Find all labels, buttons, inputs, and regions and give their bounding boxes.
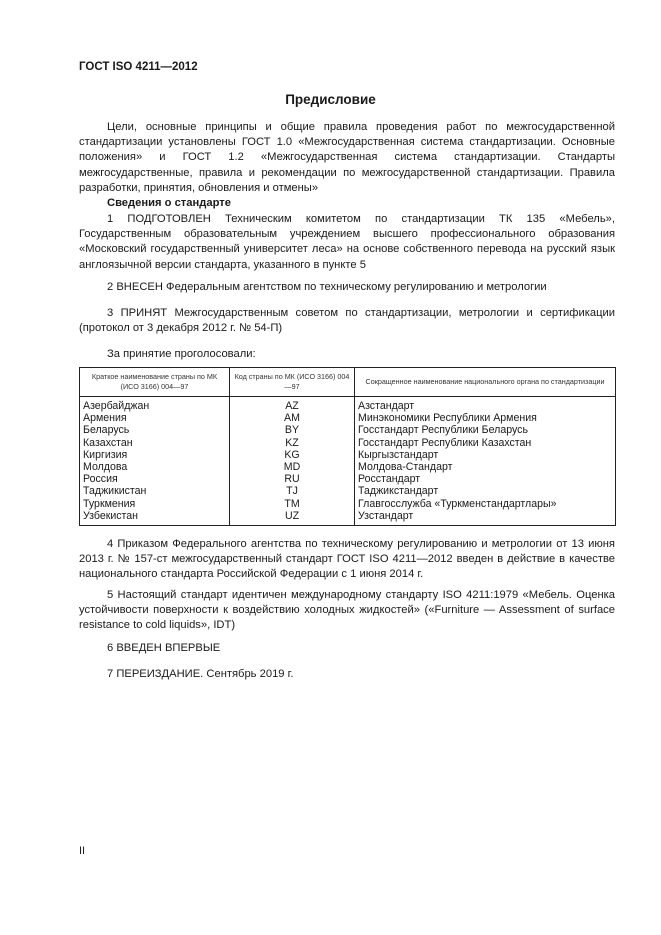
- code-cell: AM: [230, 412, 355, 424]
- page-title: Предисловие: [285, 92, 376, 107]
- country-cell: Казахстан: [80, 437, 230, 449]
- item-6-paragraph: 6 ВВЕДЕН ВПЕРВЫЕ: [107, 642, 221, 654]
- document-code: ГОСТ ISO 4211—2012: [79, 61, 198, 73]
- table-row: [80, 498, 616, 510]
- body-cell: Таджикстандарт: [355, 485, 616, 497]
- section-heading: Сведения о стандарте: [107, 197, 231, 209]
- body-cell: Кыргызстандарт: [355, 449, 616, 461]
- table-row: [80, 510, 616, 526]
- code-cell: TJ: [230, 485, 355, 497]
- table-header-row: [80, 368, 616, 397]
- item-3-paragraph: 3 ПРИНЯТ Межгосударственным советом по стандартизации, метрологии и сертификации (протокол от 3 декабря 2012 г. № 54-П): [79, 307, 615, 335]
- table-row: [80, 461, 616, 473]
- column-header-body: Сокращенное наименование национального органа по стандартизации: [355, 368, 616, 397]
- table-row: [80, 437, 616, 449]
- item-7-paragraph: 7 ПЕРЕИЗДАНИЕ. Сентябрь 2019 г.: [107, 668, 294, 680]
- code-cell: BY: [230, 424, 355, 436]
- code-cell: MD: [230, 461, 355, 473]
- table-row: [80, 412, 616, 424]
- country-cell: Армения: [80, 412, 230, 424]
- country-cell: Туркмения: [80, 498, 230, 510]
- country-cell: Россия: [80, 473, 230, 485]
- table-row: [80, 473, 616, 485]
- column-header-country: Краткое наименование страны по МК (ИСО 3166) 004—97: [80, 368, 230, 397]
- table-row: [80, 449, 616, 461]
- code-cell: KZ: [230, 437, 355, 449]
- code-cell: AZ: [230, 397, 355, 413]
- code-cell: UZ: [230, 510, 355, 526]
- item-4-paragraph: 4 Приказом Федерального агентства по техническому регулированию и метрологии от 13 июня 2013 г. № 157-ст межгосударственный стандарт ГОСТ ISO 4211—2012 введен в действие в качестве национального стандарта Российской Федерации с 1 июня 2014 г.: [79, 538, 615, 581]
- code-cell: KG: [230, 449, 355, 461]
- country-cell: Киргизия: [80, 449, 230, 461]
- code-cell: RU: [230, 473, 355, 485]
- body-cell: Минэкономики Республики Армения: [355, 412, 616, 424]
- country-cell: Таджикистан: [80, 485, 230, 497]
- table-row: [80, 424, 616, 436]
- body-cell: Узстандарт: [355, 510, 616, 526]
- item-2-paragraph: 2 ВНЕСЕН Федеральным агентством по техническому регулированию и метрологии: [107, 281, 547, 293]
- country-cell: Беларусь: [80, 424, 230, 436]
- column-header-code: Код страны по МК (ИСО 3166) 004—97: [230, 368, 355, 397]
- body-cell: Главгосслужба «Туркменстандартлары»: [355, 498, 616, 510]
- table-row: [80, 397, 616, 413]
- body-cell: Госстандарт Республики Беларусь: [355, 424, 616, 436]
- body-cell: Росстандарт: [355, 473, 616, 485]
- item-5-paragraph: 5 Настоящий стандарт идентичен международному стандарту ISO 4211:1979 «Мебель. Оценка устойчивости поверхности к воздействию холодных жидкостей» («Furniture — Assessment of surface resistance to cold liquids», IDT): [79, 589, 615, 632]
- intro-paragraph: Цели, основные принципы и общие правила проведения работ по межгосударственной стандартизации установлены ГОСТ 1.0 «Межгосударственная система стандартизации. Основные положения» и ГОСТ 1.2 «Межгосударственная система стандартизации. Стандарты межгосударственные, правила и рекомендации по межгосударственной стандартизации. Правила разработки, принятия, обновления и отмены»: [79, 121, 615, 194]
- item-1-paragraph: 1 ПОДГОТОВЛЕН Техническим комитетом по стандартизации ТК 135 «Мебель», Государственным образовательным учреждением высшего профессионального образования «Московский государственный университет леса» на основе собственного перевода на русский язык англоязычной версии стандарта, указанного в пункте 5: [79, 213, 615, 271]
- table-row: [80, 485, 616, 497]
- page-number: II: [79, 845, 86, 857]
- country-cell: Молдова: [80, 461, 230, 473]
- body-cell: Госстандарт Республики Казахстан: [355, 437, 616, 449]
- country-cell: Узбекистан: [80, 510, 230, 526]
- code-cell: TM: [230, 498, 355, 510]
- country-cell: Азербайджан: [80, 397, 230, 413]
- body-cell: Азстандарт: [355, 397, 616, 413]
- voting-table: [79, 367, 616, 526]
- body-cell: Молдова-Стандарт: [355, 461, 616, 473]
- vote-label: За принятие проголосовали:: [107, 348, 256, 360]
